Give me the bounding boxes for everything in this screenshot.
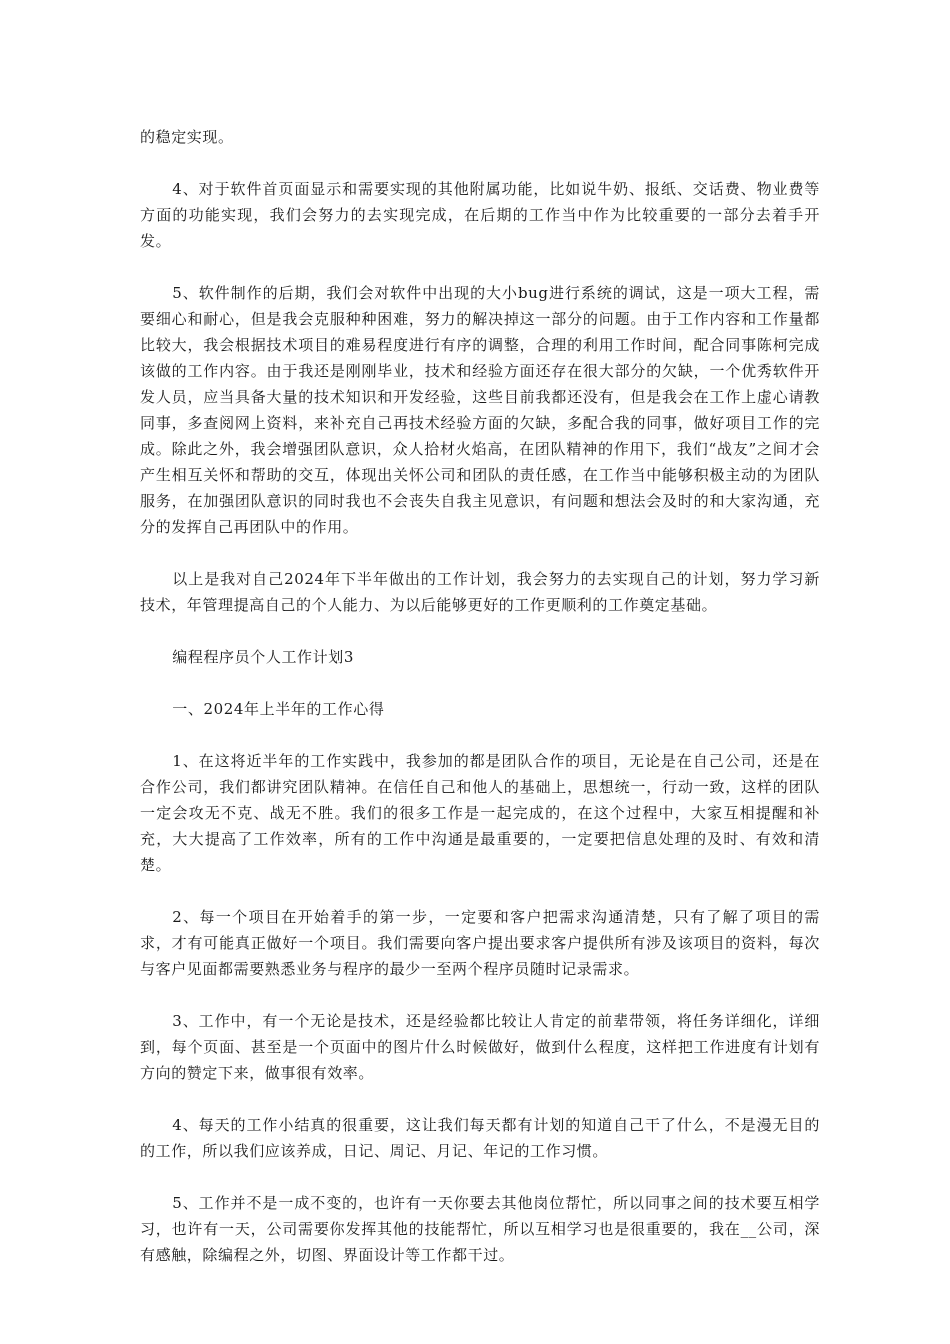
paragraph-point-5: 5、工作并不是一成不变的，也许有一天你要去其他岗位帮忙，所以同事之间的技术要互相学习，也许有一天，公司需要你发挥其他的技能帮忙，所以互相学习也是很重要的，我在__公司，深有感触，除编程之外，切图、界面设计等工作都干过。 [140,1194,820,1264]
paragraph-point-4: 4、每天的工作小结真的很重要，这让我们每天都有计划的知道自己干了什么，不是漫无目的的工作，所以我们应该养成，日记、周记、月记、年记的工作习惯。 [140,1116,820,1160]
paragraph-point-3: 3、工作中，有一个无论是技术，还是经验都比较让人肯定的前辈带领，将任务详细化，详细到，每个页面、甚至是一个页面中的图片什么时候做好，做到什么程度，这样把工作进度有计划有方向的赞定下来，做事很有效率。 [140,1012,820,1082]
paragraph-point-1: 1、在这将近半年的工作实践中，我参加的都是团队合作的项目，无论是在自己公司，还是在合作公司，我们都讲究团队精神。在信任自己和他人的基础上，思想统一，行动一致，这样的团队一定会攻无不克、战无不胜。我们的很多工作是一起完成的，在这个过程中，大家互相提醒和补充，大大提高了工作效率，所有的工作中沟通是最重要的，一定要把信息处理的及时、有效和清楚。 [140,752,820,874]
paragraph-item-5: 5、软件制作的后期，我们会对软件中出现的大小bug进行系统的调试，这是一项大工程，需要细心和耐心，但是我会克服种种困难，努力的解决掉这一部分的问题。由于工作内容和工作量都比较大，我会根据技术项目的难易程度进行有序的调整，合理的利用工作时间，配合同事陈柯完成该做的工作内容。由于我还是刚刚毕业，技术和经验方面还存在很大部分的欠缺，一个优秀软件开发人员，应当具备大量的技术知识和开发经验，这些目前我都还没有，但是我会在工作上虚心请教同事，多查阅网上资料，来补充自己再技术经验方面的欠缺，多配合我的同事，做好项目工作的完成。除此之外，我会增强团队意识，众人拾材火焰高，在团队精神的作用下，我们“战友”之间才会产生相互关怀和帮助的交互，体现出关怀公司和团队的责任感，在工作当中能够积极主动的为团队服务，在加强团队意识的同时我也不会丧失自我主见意识，有问题和想法会及时的和大家沟通，充分的发挥自己再团队中的作用。 [140,284,820,536]
paragraph-item-4: 4、对于软件首页面显示和需要实现的其他附属功能，比如说牛奶、报纸、交话费、物业费等方面的功能实现，我们会努力的去实现完成，在后期的工作当中作为比较重要的一部分去着手开发。 [140,180,820,250]
paragraph-point-2: 2、每一个项目在开始着手的第一步，一定要和客户把需求沟通清楚，只有了解了项目的需求，才有可能真正做好一个项目。我们需要向客户提出要求客户提供所有涉及该项目的资料，每次与客户见面都需要熟悉业务与程序的最少一至两个程序员随时记录需求。 [140,908,820,978]
paragraph-continuation: 的稳定实现。 [140,128,234,146]
document-body [140,124,820,1294]
paragraph-summary: 以上是我对自己2024年下半年做出的工作计划，我会努力的去实现自己的计划，努力学习新技术，年管理提高自己的个人能力、为以后能够更好的工作更顺利的工作奠定基础。 [140,570,820,614]
section-heading: 一、2024年上半年的工作心得 [172,700,385,718]
section-title: 编程程序员个人工作计划3 [172,648,354,666]
